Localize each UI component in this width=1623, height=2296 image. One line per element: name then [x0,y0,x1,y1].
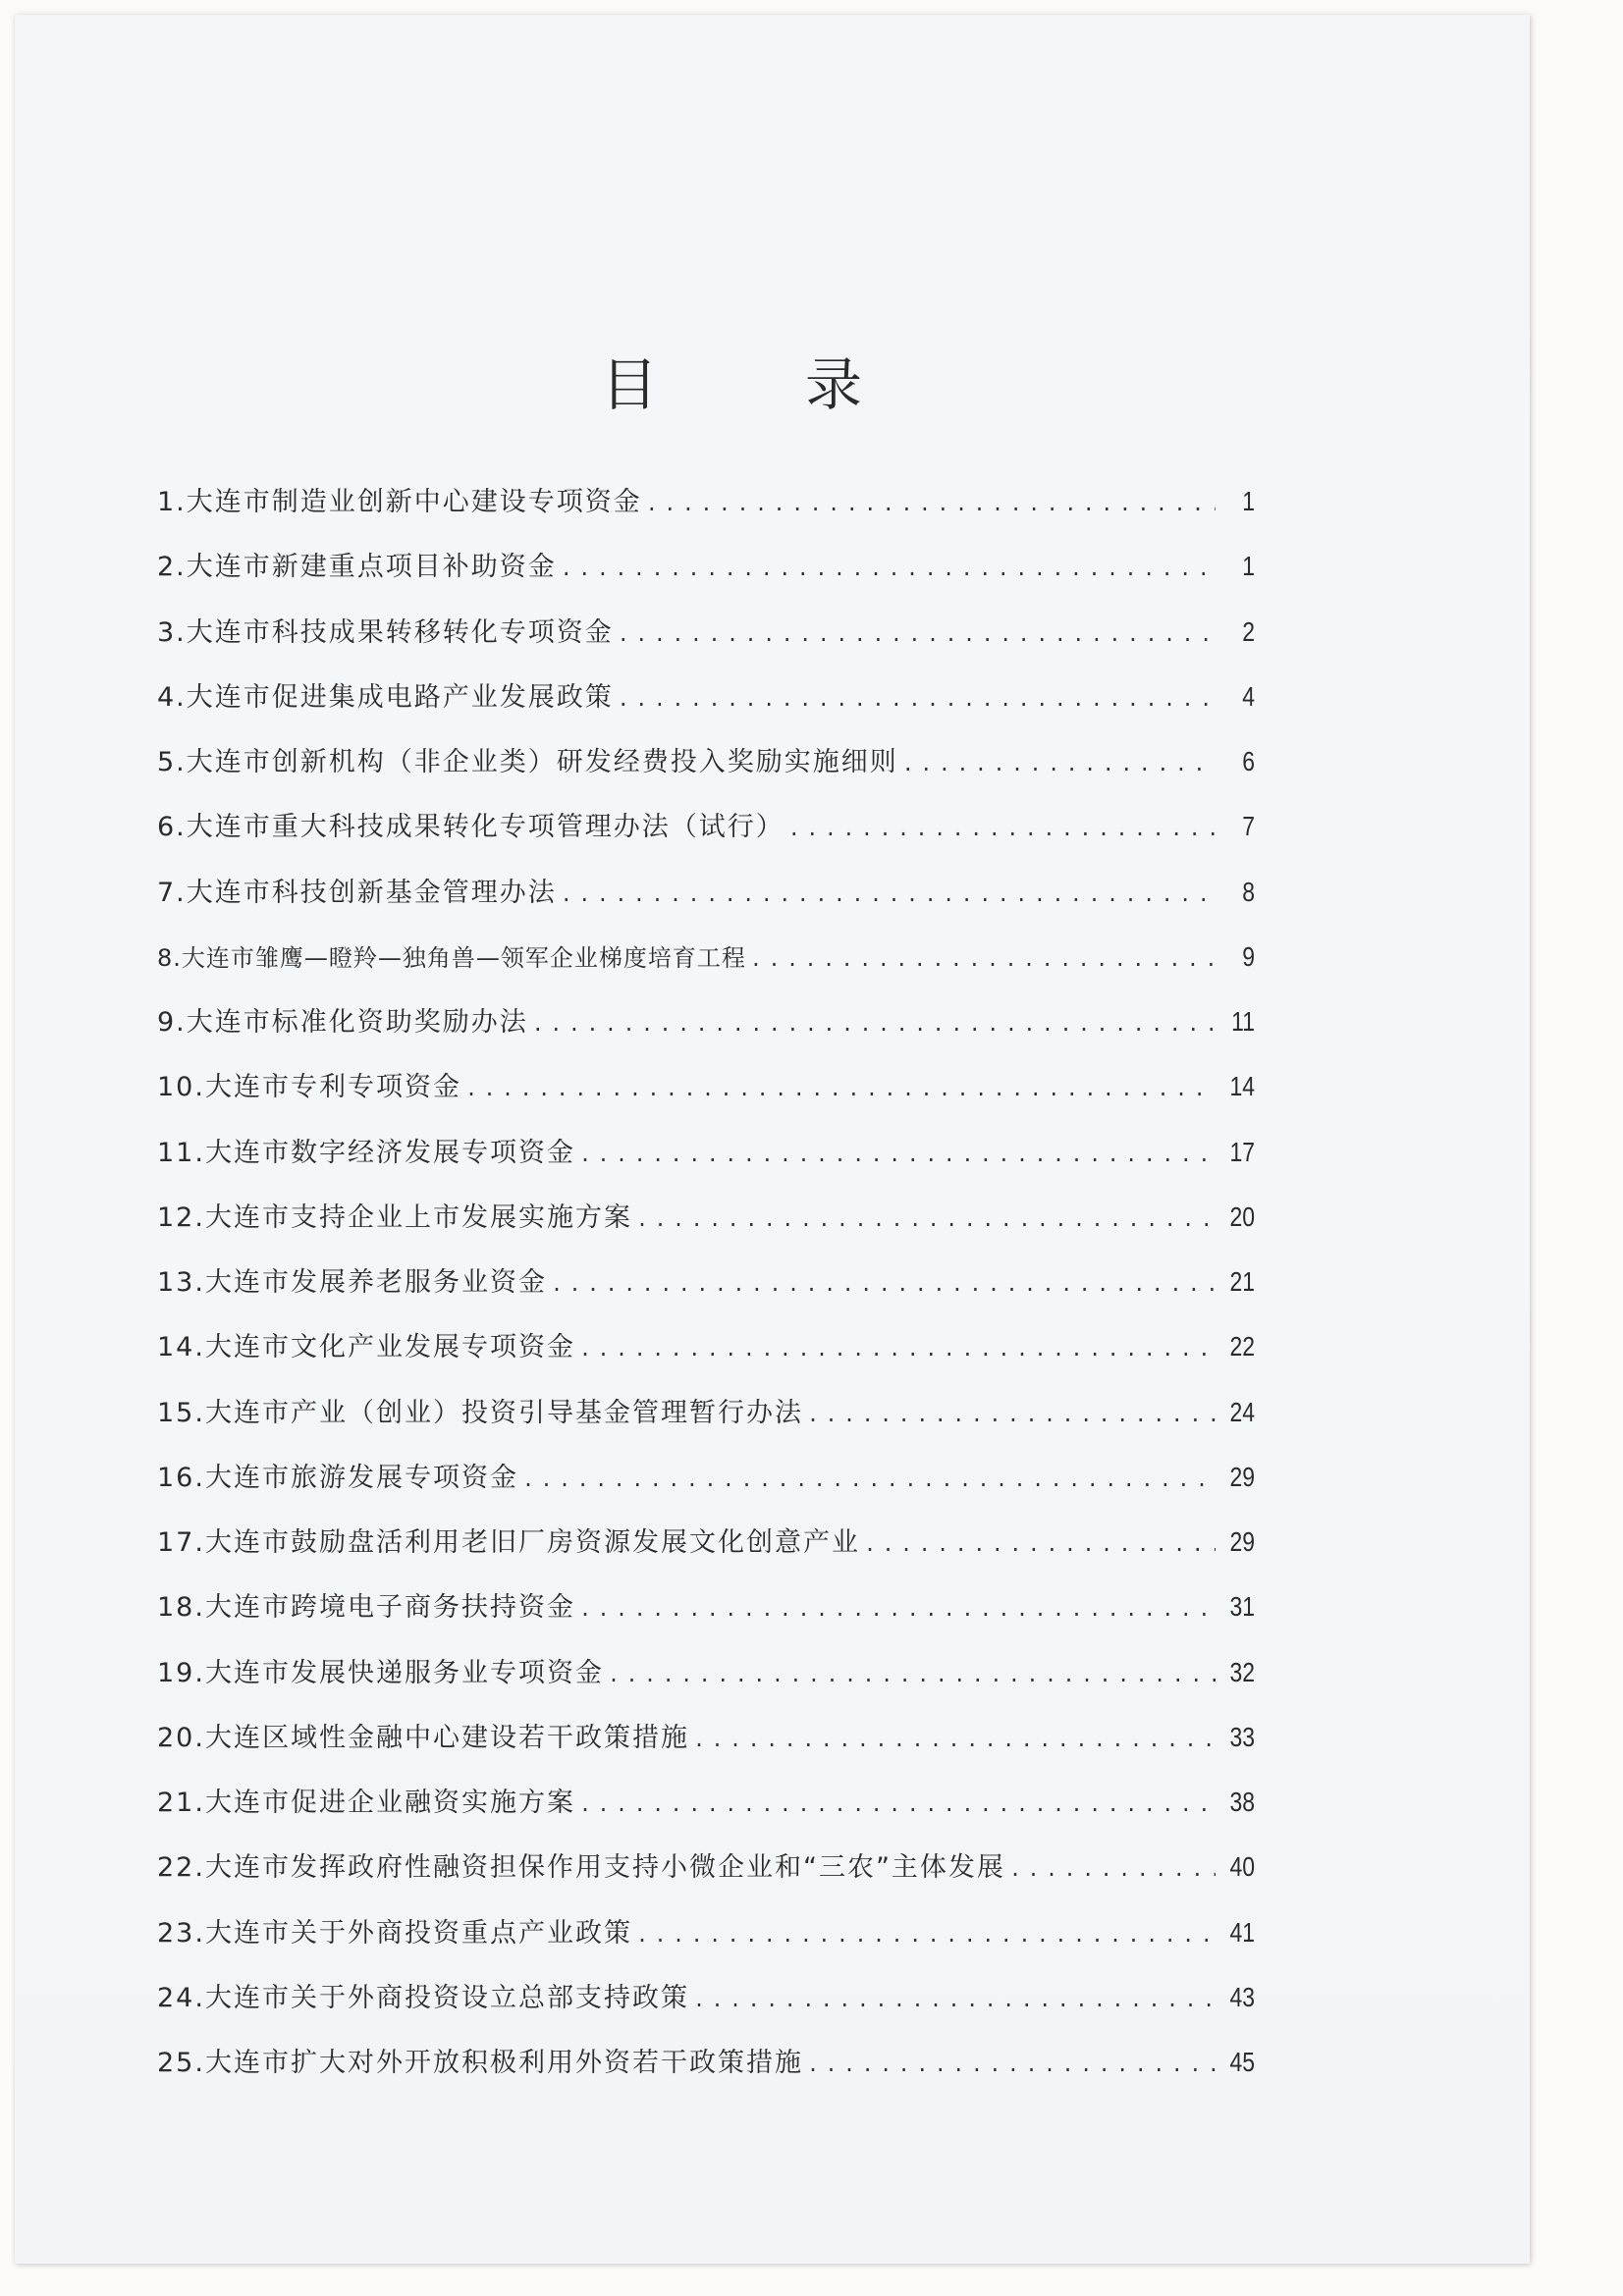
dot-leader [618,602,1216,667]
toc-entry-number: 11. [157,1137,205,1168]
toc-entry-page-number: 1 [1242,486,1255,516]
toc-entry-title [157,1121,575,1186]
toc-entry-text: 大连市跨境电子商务扶持资金 [204,1592,575,1624]
toc-entry-text: 大连市新建重点项目补助资金 [186,552,557,583]
toc-entry-page-number: 2 [1242,615,1255,647]
toc-entry-number: 4. [157,681,187,713]
toc-entry-page-number: 4 [1242,680,1255,712]
toc-entry-title [157,1446,518,1511]
toc-entry-9[interactable] [157,989,1255,1054]
toc-entry-page-number: 6 [1242,746,1255,776]
toc-entry-7[interactable] [157,860,1255,925]
dot-leader [807,2032,1216,2097]
toc-entry-text: 大连市旅游发展专项资金 [204,1462,518,1493]
dot-leader [608,1642,1216,1707]
toc-entry-text: 大连市科技创新基金管理办法 [186,877,557,908]
toc-entry-title [157,601,614,666]
toc-entry-page-number: 21 [1229,1266,1255,1297]
toc-entry-page-number: 22 [1229,1331,1255,1362]
toc-entry-title [157,1511,860,1575]
toc-entry-text: 大连市雏鹰—瞪羚—独角兽—领军企业梯度培育工程 [181,943,746,972]
toc-entry-number: 18. [157,1592,205,1624]
table-of-contents [157,469,1255,2095]
toc-entry-text: 大连市发展快递服务业专项资金 [204,1657,604,1688]
toc-entry-number: 14. [157,1332,205,1363]
toc-entry-number: 21. [157,1788,205,1818]
toc-entry-title [157,535,557,600]
toc-entry-title [157,926,746,990]
toc-entry-number: 6. [157,812,187,843]
toc-entry-10[interactable] [157,1054,1255,1119]
toc-entry-title [157,1055,461,1120]
dot-leader [579,1772,1216,1837]
dot-leader [1009,1837,1216,1901]
dot-leader [579,1576,1216,1641]
toc-entry-title [157,470,642,535]
toc-entry-number: 12. [157,1201,205,1233]
toc-entry-text: 大连市文化产业发展专项资金 [204,1332,575,1363]
toc-entry-page-number: 41 [1229,1916,1255,1948]
toc-entry-page-number: 1 [1242,551,1255,582]
toc-entry-12[interactable] [157,1185,1255,1250]
toc-entry-number: 9. [157,1007,187,1038]
dot-leader [579,1122,1216,1187]
toc-entry-number: 2. [157,552,187,583]
toc-entry-19[interactable] [157,1640,1255,1705]
dot-leader [807,1382,1216,1447]
toc-entry-text: 大连区域性金融中心建设若干政策措施 [204,1722,689,1753]
toc-entry-page-number: 32 [1229,1656,1255,1687]
toc-entry-17[interactable] [157,1510,1255,1575]
toc-entry-13[interactable] [157,1250,1255,1314]
dot-leader [636,1902,1216,1967]
dot-leader [788,796,1216,861]
toc-entry-text: 大连市关于外商投资重点产业政策 [204,1917,632,1949]
toc-entry-title [157,1251,547,1315]
toc-entry-5[interactable] [157,729,1255,794]
dot-leader [618,667,1216,731]
toc-entry-title [157,1315,575,1380]
toc-entry-text: 大连市数字经济发展专项资金 [204,1137,575,1168]
toc-entry-number: 25. [157,2048,205,2078]
toc-entry-number: 23. [157,1917,205,1949]
toc-entry-page-number: 9 [1242,940,1255,972]
toc-entry-title [157,795,784,860]
toc-entry-text: 大连市制造业创新中心建设专项资金 [186,487,642,517]
toc-entry-text: 大连市促进集成电路产业发展政策 [186,681,614,713]
toc-entry-number: 5. [157,747,187,777]
toc-entry-title [157,990,528,1055]
toc-entry-title [157,1641,604,1706]
dot-leader [750,927,1216,991]
toc-entry-page-number: 11 [1231,1006,1255,1037]
toc-entry-4[interactable] [157,665,1255,729]
toc-entry-title [157,1575,575,1640]
toc-entry-title [157,1706,689,1771]
toc-entry-title [157,861,557,926]
toc-entry-text: 大连市标准化资助奖励办法 [186,1007,528,1038]
toc-entry-11[interactable] [157,1120,1255,1185]
toc-entry-number: 7. [157,877,187,908]
toc-entry-page-number: 38 [1229,1787,1255,1817]
toc-entry-number: 3. [157,616,187,648]
document-page [15,15,1530,2264]
toc-entry-2[interactable] [157,534,1255,599]
toc-entry-page-number: 20 [1229,1201,1255,1232]
toc-entry-text: 大连市科技成果转移转化专项资金 [186,616,614,648]
toc-entry-page-number: 40 [1229,1851,1255,1883]
toc-entry-page-number: 7 [1242,811,1255,842]
toc-entry-page-number: 29 [1229,1526,1255,1557]
toc-entry-20[interactable] [157,1705,1255,1770]
dot-leader [561,536,1216,601]
toc-entry-21[interactable] [157,1770,1255,1835]
toc-entry-title [157,1901,632,1966]
toc-entry-8[interactable] [157,925,1255,989]
toc-entry-text: 大连市促进企业融资实施方案 [204,1788,575,1818]
toc-entry-22[interactable] [157,1835,1255,1899]
toc-entry-page-number: 24 [1229,1396,1255,1427]
toc-entry-24[interactable] [157,1965,1255,2030]
page-title: 目录 [600,350,1009,418]
toc-entry-number: 19. [157,1657,205,1688]
toc-entry-page-number: 17 [1229,1136,1255,1167]
toc-entry-title [157,1381,803,1446]
dot-leader [636,1187,1216,1252]
toc-entry-1[interactable] [157,469,1255,534]
toc-entry-page-number: 43 [1229,1981,1255,2012]
toc-entry-6[interactable] [157,794,1255,859]
toc-entry-18[interactable] [157,1575,1255,1639]
dot-leader [902,731,1216,796]
toc-entry-number: 16. [157,1462,205,1493]
toc-entry-title [157,730,898,795]
toc-entry-23[interactable] [157,1900,1255,1965]
toc-entry-page-number: 8 [1242,876,1255,907]
toc-entry-number: 1. [157,487,187,517]
toc-entry-text: 大连市支持企业上市发展实施方案 [204,1201,632,1233]
toc-entry-title [157,666,614,730]
toc-entry-15[interactable] [157,1380,1255,1445]
dot-leader [579,1316,1216,1381]
dot-leader [693,1967,1216,2032]
dot-leader [646,471,1216,536]
toc-entry-number: 10. [157,1072,205,1103]
toc-entry-title [157,1836,1005,1900]
toc-entry-text: 大连市产业（创业）投资引导基金管理暂行办法 [204,1397,803,1428]
dot-leader [864,1512,1216,1576]
toc-entry-text: 大连市重大科技成果转化专项管理办法（试行） [186,812,784,843]
toc-entry-25[interactable] [157,2030,1255,2095]
dot-leader [522,1447,1216,1512]
dot-leader [551,1252,1216,1316]
toc-entry-text: 大连市关于外商投资设立总部支持政策 [204,1982,689,2013]
toc-entry-title [157,1771,575,1836]
toc-entry-3[interactable] [157,600,1255,665]
dot-leader [693,1707,1216,1772]
toc-entry-text: 大连市发展养老服务业资金 [204,1267,547,1298]
toc-entry-text: 大连市创新机构（非企业类）研发经费投入奖励实施细则 [186,747,898,777]
toc-entry-number: 8. [157,943,182,972]
toc-entry-number: 17. [157,1527,205,1558]
toc-entry-page-number: 45 [1229,2047,1255,2077]
toc-entry-text: 大连市鼓励盘活利用老旧厂房资源发展文化创意产业 [204,1527,860,1558]
toc-entry-text: 大连市专利专项资金 [204,1072,461,1103]
toc-entry-number: 15. [157,1397,205,1428]
toc-entry-number: 22. [157,1852,205,1884]
toc-entry-number: 20. [157,1722,205,1753]
toc-entry-text: 大连市扩大对外开放积极利用外资若干政策措施 [204,2048,803,2078]
toc-entry-title [157,1186,632,1251]
toc-entry-page-number: 33 [1229,1721,1255,1752]
dot-leader [465,1056,1216,1121]
toc-entry-title [157,1966,689,2031]
toc-entry-page-number: 14 [1229,1071,1255,1102]
toc-entry-number: 13. [157,1267,205,1298]
toc-entry-number: 24. [157,1982,205,2013]
dot-leader [561,862,1216,927]
toc-entry-text: 大连市发挥政府性融资担保作用支持小微企业和“三农”主体发展 [204,1852,1005,1884]
dot-leader [532,991,1216,1056]
toc-entry-title [157,2031,803,2096]
toc-entry-page-number: 29 [1229,1461,1255,1492]
toc-entry-14[interactable] [157,1314,1255,1379]
toc-entry-16[interactable] [157,1445,1255,1510]
toc-entry-page-number: 31 [1229,1591,1255,1623]
